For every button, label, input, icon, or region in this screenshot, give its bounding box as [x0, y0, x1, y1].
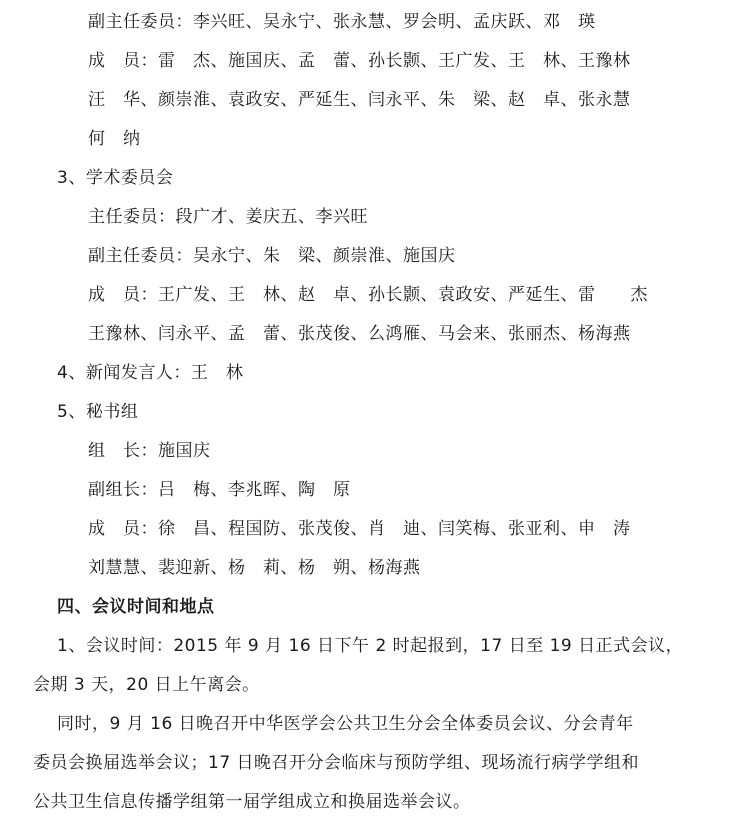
section-heading-spokesperson: 4、新闻发言人：王 林: [57, 363, 244, 383]
section-heading-time-location: 四、会议时间和地点: [57, 597, 215, 617]
text-line-members-cont: 刘慧慧、裴迎新、杨 莉、杨 朔、杨海燕: [88, 558, 421, 578]
paragraph-concurrent-meetings-cont: 委员会换届选举会议；17 日晚召开分会临床与预防学组、现场流行病学学组和: [33, 753, 640, 773]
paragraph-concurrent-meetings-cont: 公共卫生信息传播学组第一届学组成立和换届选举会议。: [33, 792, 471, 812]
text-line-deputy-leaders: 副组长：吕 梅、李兆晖、陶 原: [88, 480, 351, 500]
text-line-members-cont: 何 纳: [88, 129, 141, 149]
text-line-members: 成 员：王广发、王 林、赵 卓、孙长颢、袁政安、严延生、雷 杰: [88, 285, 648, 305]
section-heading-academic-committee: 3、学术委员会: [57, 168, 174, 188]
text-line-group-leader: 组 长：施国庆: [88, 441, 211, 461]
text-line-members: 成 员：徐 昌、程国防、张茂俊、肖 迪、闫笑梅、张亚利、申 涛: [88, 519, 631, 539]
text-line-members: 成 员：雷 杰、施国庆、孟 蕾、孙长颢、王广发、王 林、王豫林: [88, 51, 631, 71]
text-line-members-cont: 汪 华、颜崇淮、袁政安、严延生、闫永平、朱 梁、赵 卓、张永慧: [88, 90, 631, 110]
paragraph-meeting-time-cont: 会期 3 天，20 日上午离会。: [33, 675, 260, 695]
paragraph-meeting-time: 1、会议时间：2015 年 9 月 16 日下午 2 时起报到，17 日至 19 日正式会议，: [57, 636, 684, 656]
text-line-members-cont: 王豫林、闫永平、孟 蕾、张茂俊、么鸿雁、马会来、张丽杰、杨海燕: [88, 324, 631, 344]
text-line-chairs: 主任委员：段广才、姜庆五、李兴旺: [88, 207, 368, 227]
paragraph-concurrent-meetings: 同时，9 月 16 日晚召开中华医学会公共卫生分会全体委员会议、分会青年: [57, 714, 634, 734]
text-line-vice-chairs: 副主任委员：吴永宁、朱 梁、颜崇淮、施国庆: [88, 246, 456, 266]
text-line-vice-chairs: 副主任委员：李兴旺、吴永宁、张永慧、罗会明、孟庆跃、邓 瑛: [88, 12, 596, 32]
section-heading-secretariat: 5、秘书组: [57, 402, 139, 422]
